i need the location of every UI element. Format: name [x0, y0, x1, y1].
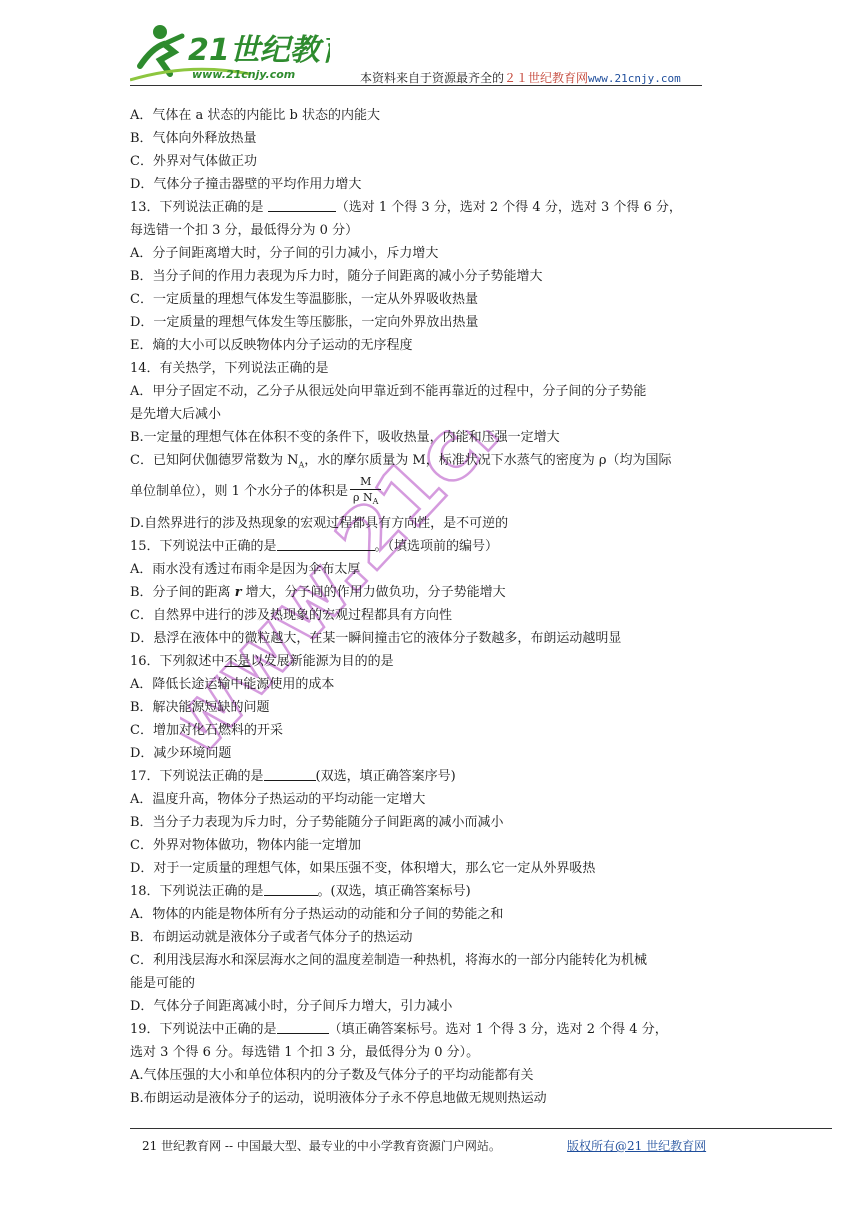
- watermark-text: www.21cnjy.com: [180, 430, 700, 770]
- stem-text: 16．下列叙述中: [130, 654, 225, 669]
- answer-blank[interactable]: [264, 766, 316, 781]
- text-line: D．一定质量的理想气体发生等压膨胀，一定向外界放出热量: [130, 315, 479, 330]
- header-divider: [130, 85, 702, 86]
- text-line: C．外界对物体做功，物体内能一定增加: [130, 838, 361, 853]
- question-15-stem: [130, 535, 730, 558]
- stem-text: 。(双选，填正确答案标号): [317, 884, 471, 899]
- question-16-stem: [130, 650, 730, 673]
- variable-r: r: [234, 585, 242, 600]
- answer-blank[interactable]: [268, 197, 336, 212]
- footer-text: 21 世纪教育网 -- 中国最大型、最专业的中小学教育资源门户网站。: [142, 1139, 501, 1153]
- text-span: 增大，分子间的作用力做负功，分子势能增大: [241, 585, 506, 600]
- stem-text: 以发展新能源为目的的是: [250, 654, 394, 669]
- logo-url: www.21cnjy.com: [192, 68, 296, 81]
- site-logo[interactable]: [130, 22, 330, 84]
- text-line: B．当分子力表现为斥力时，分子势能随分子间距离的减小而减小: [130, 815, 504, 830]
- text-line: B.布朗运动是液体分子的运动，说明液体分子永不停息地做无规则热运动: [130, 1091, 547, 1106]
- text-line: [130, 449, 730, 472]
- text-line: C．一定质量的理想气体发生等温膨胀，一定从外界吸收热量: [130, 292, 478, 307]
- question-17-stem: [130, 765, 730, 788]
- question-19-stem: [130, 1018, 730, 1041]
- text-line: A．甲分子固定不动，乙分子从很远处向甲靠近到不能再靠近的过程中，分子间的分子势能: [130, 384, 647, 399]
- text-line: B．当分子间的作用力表现为斥力时，随分子间距离的减小分子势能增大: [130, 269, 543, 284]
- text-line: C．自然界中进行的涉及热现象的宏观过程都具有方向性: [130, 608, 452, 623]
- text-line: E．熵的大小可以反映物体内分子运动的无序程度: [130, 338, 413, 353]
- footer-divider: [130, 1128, 832, 1129]
- question-18-stem: [130, 880, 730, 903]
- text-span: B．分子间的距离: [130, 585, 235, 600]
- stem-text: 19．下列说法中正确的是: [130, 1022, 277, 1037]
- text-line: B．解决能源短缺的问题: [130, 700, 270, 715]
- logo-text: 21世纪教: [188, 33, 320, 68]
- question-content: [130, 104, 730, 1110]
- answer-blank[interactable]: [277, 1019, 329, 1034]
- text-line: A．气体在 a 状态的内能比 b 状态的内能大: [130, 108, 380, 123]
- underlined-text: 不是: [224, 654, 251, 669]
- text-line: [130, 472, 730, 512]
- text-span: C．已知阿伏伽德罗常数为 N: [130, 453, 299, 468]
- text-line: C．利用浅层海水和深层海水之间的温度差制造一种热机，将海水的一部分内能转化为机械: [130, 953, 647, 968]
- page-header: [130, 22, 704, 88]
- stem-text: 13．下列说法正确的是: [130, 200, 268, 215]
- text-line: 能是可能的: [130, 976, 196, 991]
- fraction: [350, 474, 381, 509]
- text-line: 14．有关热学，下列说法正确的是: [130, 361, 329, 376]
- answer-blank[interactable]: [277, 536, 375, 551]
- text-line: D.自然界进行的涉及热现象的宏观过程都具有方向性，是不可逆的: [130, 516, 509, 531]
- den-text: ρ N: [353, 490, 373, 504]
- fraction-denominator: [350, 490, 381, 509]
- text-line: D．对于一定质量的理想气体，如果压强不变，体积增大，那么它一定从外界吸热: [130, 861, 596, 876]
- stem-text: 18．下列说法正确的是: [130, 884, 264, 899]
- tagline-brand: ２１世纪教育网: [504, 71, 589, 85]
- subscript: A: [298, 460, 305, 470]
- text-line: A．物体的内能是物体所有分子热运动的动能和分子间的势能之和: [130, 907, 504, 922]
- text-line: D．气体分子撞击器壁的平均作用力增大: [130, 177, 362, 192]
- text-line: 选对 3 个得 6 分。每选错 1 个扣 3 分，最低得分为 0 分）。: [130, 1045, 480, 1060]
- text-line: [130, 581, 730, 604]
- text-line: 是先增大后减小: [130, 407, 222, 422]
- text-line: 每选错一个扣 3 分，最低得分为 0 分）: [130, 223, 359, 238]
- text-span: 单位制单位），则 1 个水分子的体积是: [130, 484, 349, 499]
- text-line: C．外界对气体做正功: [130, 154, 257, 169]
- tagline-text: 本资料来自于资源最齐全的: [360, 71, 505, 85]
- text-line: D．悬浮在液体中的微粒越大，在某一瞬间撞击它的液体分子数越多，布朗运动越明显: [130, 631, 622, 646]
- stem-text: (双选，填正确答案序号): [315, 769, 456, 784]
- text-line: B．布朗运动就是液体分子或者气体分子的热运动: [130, 930, 413, 945]
- stem-text: （填正确答案标号。选对 1 个得 3 分，选对 2 个得 4 分，: [328, 1022, 668, 1037]
- text-line: D．减少环境问题: [130, 746, 232, 761]
- question-13-stem: [130, 196, 730, 219]
- fraction-numerator: M: [350, 474, 381, 490]
- text-line: B．气体向外释放热量: [130, 131, 257, 146]
- stem-text: 15．下列说法中正确的是: [130, 539, 277, 554]
- text-line: A．降低长途运输中能源使用的成本: [130, 677, 335, 692]
- text-line: A．温度升高，物体分子热运动的平均动能一定增大: [130, 792, 426, 807]
- answer-blank[interactable]: [264, 881, 318, 896]
- text-line: D．气体分子间距离减小时，分子间斥力增大，引力减小: [130, 999, 453, 1014]
- tagline-link[interactable]: www.21cnjy.com: [588, 72, 681, 85]
- logo-runner-icon: [130, 22, 330, 84]
- subscript: A: [372, 497, 379, 507]
- text-line: B.一定量的理想气体在体积不变的条件下，吸收热量，内能和压强一定增大: [130, 430, 560, 445]
- stem-text: 。（填选项前的编号）: [374, 539, 499, 554]
- stem-text: （选对 1 个得 3 分，选对 2 个得 4 分，选对 3 个得 6 分，: [335, 200, 682, 215]
- text-line: A．雨水没有透过布雨伞是因为伞布太厚: [130, 562, 361, 577]
- text-span: ，水的摩尔质量为 M，标准状况下水蒸气的密度为 ρ（均为国际: [304, 453, 672, 468]
- text-line: C．增加对化石燃料的开采: [130, 723, 283, 738]
- stem-text: 17．下列说法正确的是: [130, 769, 264, 784]
- text-line: A．分子间距离增大时，分子间的引力减小，斥力增大: [130, 246, 439, 261]
- header-tagline: [360, 69, 681, 86]
- text-line: A.气体压强的大小和单位体积内的分子数及气体分子的平均动能都有关: [130, 1068, 534, 1083]
- copyright-link[interactable]: 版权所有@21 世纪教育网: [567, 1139, 707, 1153]
